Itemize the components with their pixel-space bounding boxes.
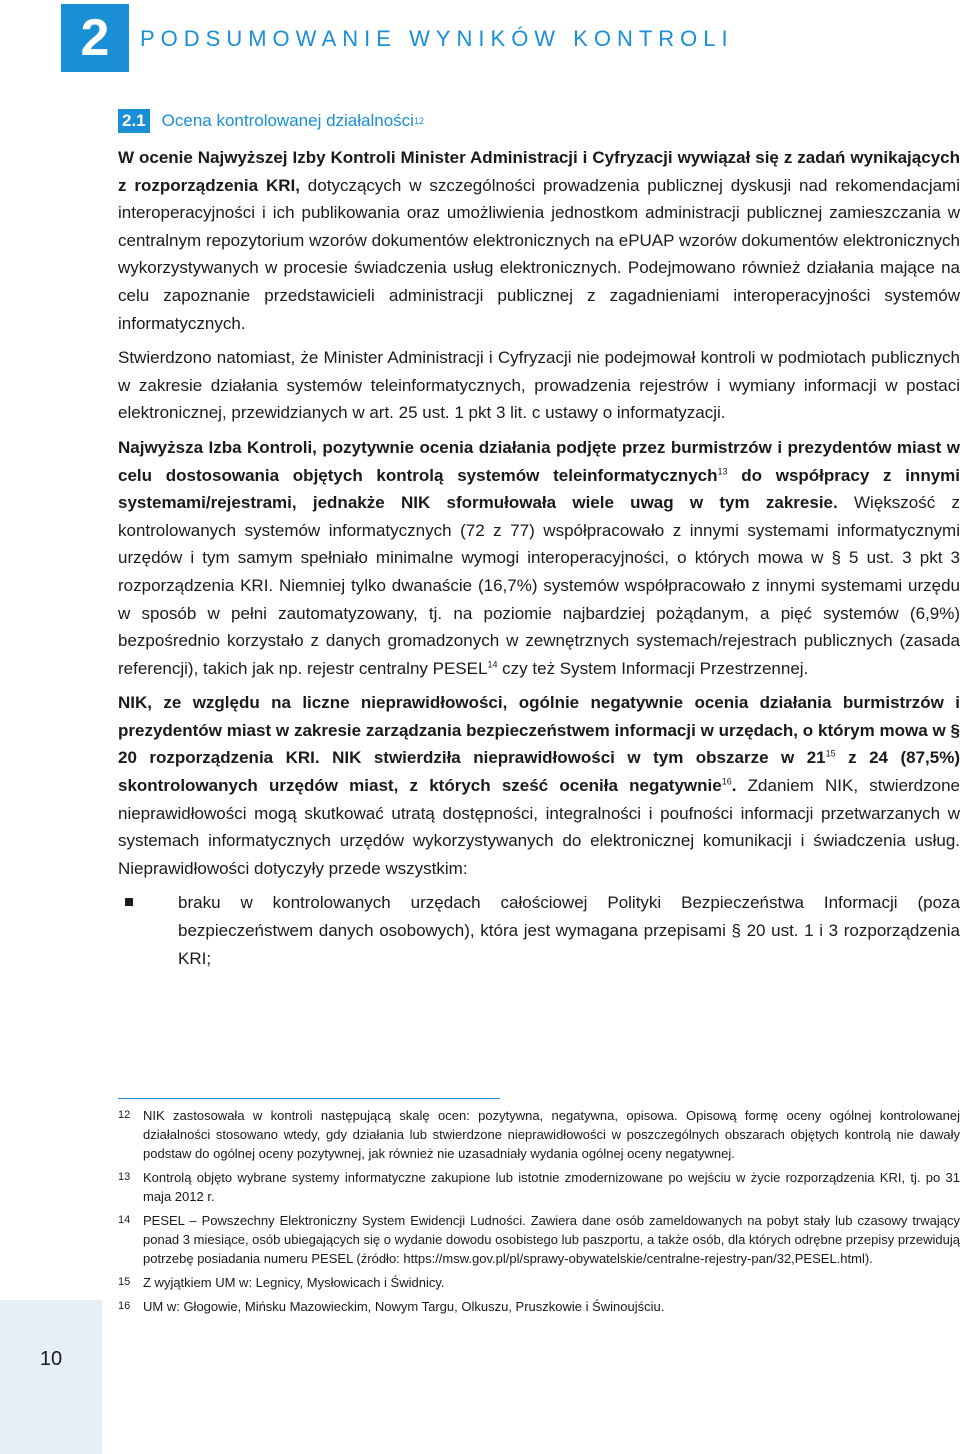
page-number: 10 (39, 1348, 63, 1370)
paragraph-3-text-b: czy też System Informacji Przestrzennej. (497, 658, 809, 678)
chapter-title: PODSUMOWANIE WYNIKÓW KONTROLI (140, 26, 734, 51)
paragraph-1-bold: W ocenie Najwyższej Izby Kontroli Minister Administracji i Cyfryzacji wywiązał się z zadań wynikających z rozporządzenia KRI, (118, 148, 960, 195)
footnote-text: Kontrolą objęto wybrane systemy informatyczne zakupione lub istotnie zmodernizowane po wejściu w życie rozporządzenia KRI, tj. po 31 maja 2012 r. (143, 1170, 960, 1204)
bullet-list (118, 889, 960, 972)
paragraph-3-bold-a: Najwyższa Izba Kontroli, pozytywnie ocenia działania podjęte przez burmistrzów i prezydentów miast w celu dostosowania objętych kontrolą systemów teleinformatycznych (118, 437, 960, 485)
footnote (118, 1273, 960, 1292)
section-number: 2.1 (118, 109, 150, 133)
footnote-number: 14 (118, 1214, 131, 1226)
footnote (118, 1297, 960, 1316)
paragraph-2 (118, 344, 960, 427)
footnote-text: UM w: Głogowie, Mińsku Mazowieckim, Nowym Targu, Olkuszu, Pruszkowie i Świnoujściu. (143, 1299, 665, 1314)
footnote-ref: 16 (721, 776, 732, 787)
list-item (118, 889, 960, 972)
footnote-text: NIK zastosowała w kontroli następującą skalę ocen: pozytywna, negatywna, opisowa. Opisową formę oceny ogólnej kontrolowanej działalności stosowano wtedy, gdy działania lub stwierdzone nieprawidłowości w poszczególnych obszarach objętych kontrolą nie dawały podstaw do ogólnej oceny pozytywnej, jak również nie uzasadniały wydania ogólnej oceny negatywnej. (143, 1108, 960, 1161)
footnote-number: 12 (118, 1109, 131, 1121)
paragraph-4-bold-a: NIK, ze względu na liczne nieprawidłowości, ogólnie negatywnie ocenia działania burmistrzów i prezydentów miast w zakresie zarządzania bezpieczeństwem informacji w urzędach, o którym mowa w § 20 rozporządzenia KRI. NIK stwierdziła nieprawidłowości w tym obszarze w 21 (118, 693, 960, 768)
paragraph-4-bold-b: z 24 (87,5%) skontrolowanych urzędów miast, z których sześć oceniła negatywnie (118, 748, 960, 796)
main-content (118, 144, 960, 972)
footnote (118, 1168, 960, 1206)
footnote (118, 1211, 960, 1268)
paragraph-4-text: Zdaniem NIK, stwierdzone nieprawidłowości mogą skutkować utratą dostępności, integralności i poufności informacji przetwarzanych w systemach informatycznych urzędów wykorzystywanych do elektronicznej komunikacji i świadczenia usług. Nieprawidłowości dotyczyły przede wszystkim: (118, 776, 960, 878)
chapter-number-box (61, 4, 129, 72)
paragraph-4-bold-c: . (731, 776, 737, 796)
section-heading: 2.1 Ocena kontrolowanej działalności 12 (118, 108, 424, 134)
footnote-text: PESEL – Powszechny Elektroniczny System Ewidencji Ludności. Zawiera dane osób zameldowanych na pobyt stały lub czasowy trwający ponad 3 miesiące, osób ubiegających się o wydanie dowodu osobistego lub paszportu, a także osób, dla których odrębne przepisy przewidują potrzebę posiadania numeru PESEL (źródło: https://msw.gov.pl/pl/sprawy-obywatelskie/centralne-rejestry-pan/32,PESEL.html). (143, 1213, 960, 1266)
footnote-divider (118, 1098, 500, 1099)
paragraph-3-bold-b: do współpracy z innymi systemami/rejestrami, jednakże NIK sformułowała wiele uwag w tym zakresie. (118, 465, 960, 513)
paragraph-1-text: dotyczących w szczególności prowadzenia publicznej dyskusji nad rekomendacjami interoperacyjności i ich publikowania oraz umożliwienia jednostkom administracji publicznej zamieszczania w centralnym repozytorium wzorów dokumentów elektronicznych na ePUAP wzorów dokumentów elektronicznych wykorzystywanych w procesie świadczenia usług elektronicznych. Podejmowano również działania mające na celu zapoznanie przedstawicieli administracji publicznej z zagadnieniami interoperacyjności systemów informatycznych. (118, 175, 960, 333)
footnote-ref: 15 (825, 748, 836, 759)
footnote (118, 1106, 960, 1163)
footnote-ref: 13 (717, 465, 728, 476)
footnote-number: 13 (118, 1171, 131, 1183)
square-bullet-icon (125, 898, 133, 906)
footnote-text: Z wyjątkiem UM w: Legnicy, Mysłowicach i Świdnicy. (143, 1275, 445, 1290)
footnote-number: 16 (118, 1300, 131, 1312)
section-title: Ocena kontrolowanej działalności (161, 111, 414, 130)
footnote-ref: 14 (487, 659, 498, 670)
footnote-number: 15 (118, 1276, 131, 1288)
chapter-number: 2 (80, 9, 110, 67)
paragraph-1 (118, 144, 960, 337)
paragraph-2-text: Stwierdzono natomiast, że Minister Administracji i Cyfryzacji nie podejmował kontroli w podmiotach publicznych w zakresie działania systemów teleinformatycznych, prowadzenia rejestrów i wymiany informacji w postaci elektronicznej, przewidzianych w art. 25 ust. 1 pkt 3 lit. c ustawy o informatyzacji. (118, 348, 960, 423)
page-number-box (0, 1300, 102, 1454)
footnotes (118, 1106, 960, 1321)
paragraph-3 (118, 434, 960, 682)
paragraph-4 (118, 689, 960, 882)
list-item-text: braku w kontrolowanych urzędach całościowej Polityki Bezpieczeństwa Informacji (poza bezpieczeństwem danych osobowych), która jest wymagana przepisami § 20 ust. 1 i 3 rozporządzenia KRI; (178, 893, 960, 968)
paragraph-3-text-a: Większość z kontrolowanych systemów informatycznych (72 z 77) współpracowało z innymi systemami informatycznymi urzędów i tym samym spełniało minimalne wymogi interoperacyjności, o których mowa w § 5 ust. 3 pkt 3 rozporządzenia KRI. Niemniej tylko dwanaście (16,7%) systemów współpracowało z innymi systemami urzędu w sposób w pełni zautomatyzowany, tj. na poziomie najbardziej pożądanym, a pięć systemów (6,9%) bezpośrednio korzystało z danych gromadzonych w zewnętrznych systemach/rejestrach publicznych (zasada referencji), takich jak np. rejestr centralny PESEL (118, 493, 960, 678)
